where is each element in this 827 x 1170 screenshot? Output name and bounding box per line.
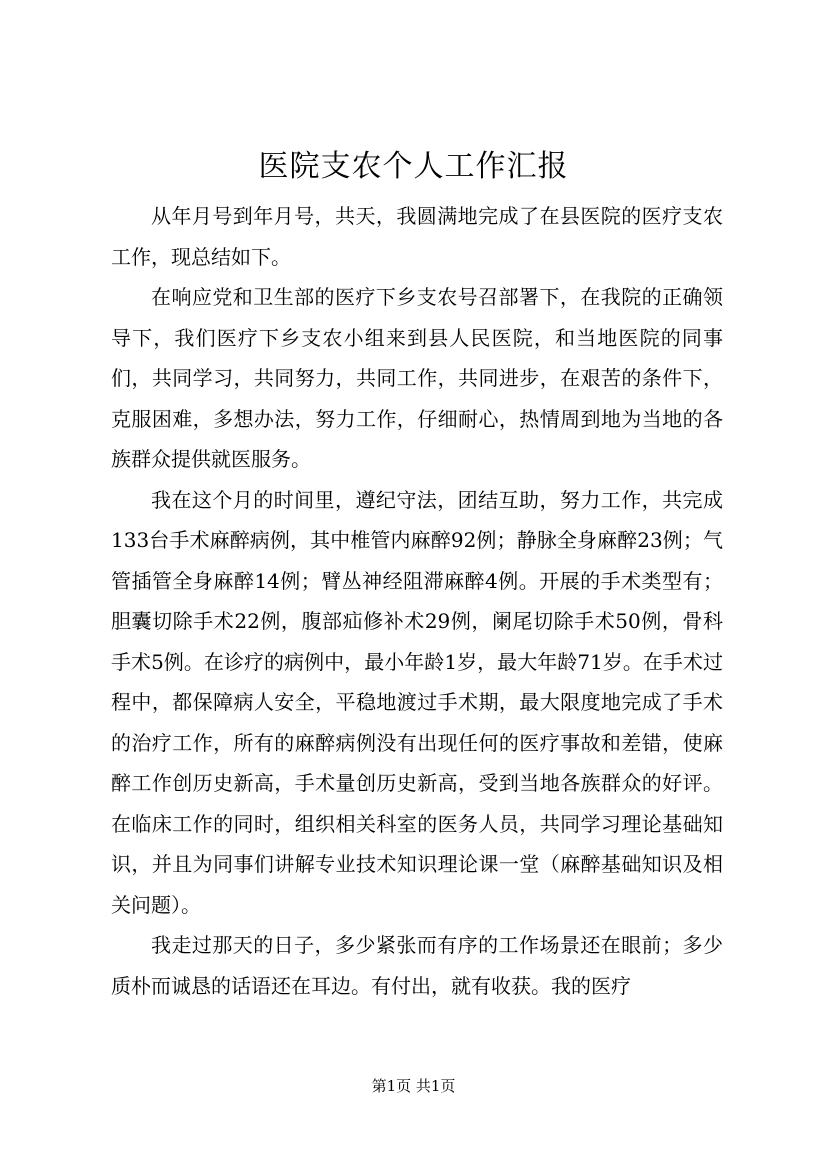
paragraph-intro: 从年月号到年月号，共天，我圆满地完成了在县医院的医疗支农工作，现总结如下。 bbox=[111, 204, 723, 269]
paragraph-background: 在响应党和卫生部的医疗下乡支农号召部署下，在我院的正确领导下，我们医疗下乡支农小组来到县人民医院，和当地医院的同事们，共同学习，共同努力，共同工作，共同进步，在艰苦的条件下，克服困难，多想办法，努力工作，仔细耐心，热情周到地为当地的各族群众提供就医服务。 bbox=[111, 285, 723, 471]
paragraph-work-details: 我在这个月的时间里，遵纪守法，团结互助，努力工作，共完成133台手术麻醉病例，其中椎管内麻醉92例；静脉全身麻醉23例；气管插管全身麻醉14例；臂丛神经阻滞麻醉4例。开展的手术类型有；胆囊切除手术22例，腹部疝修补术29例，阑尾切除手术50例，骨科手术5例。在诊疗的病例中，最小年龄1岁，最大年龄71岁。在手术过程中，都保障病人安全，平稳地渡过手术期，最大限度地完成了手术的治疗工作，所有的麻醉病例没有出现任何的医疗事故和差错，使麻醉工作创历史新高，手术量创历史新高，受到当地各族群众的好评。在临床工作的同时，组织相关科室的医务人员，共同学习理论基础知识，并且为同事们讲解专业技术知识理论课一堂（麻醉基础知识及相关问题）。 bbox=[111, 487, 723, 917]
paragraph-reflection: 我走过那天的日子，多少紧张而有序的工作场景还在眼前；多少质朴而诚恳的话语还在耳边。有付出，就有收获。我的医疗 bbox=[111, 933, 723, 998]
page-number-footer: 第1页 共1页 bbox=[371, 1077, 456, 1095]
document-title: 医院支农个人工作汇报 bbox=[258, 149, 569, 184]
document-body bbox=[111, 196, 723, 1006]
